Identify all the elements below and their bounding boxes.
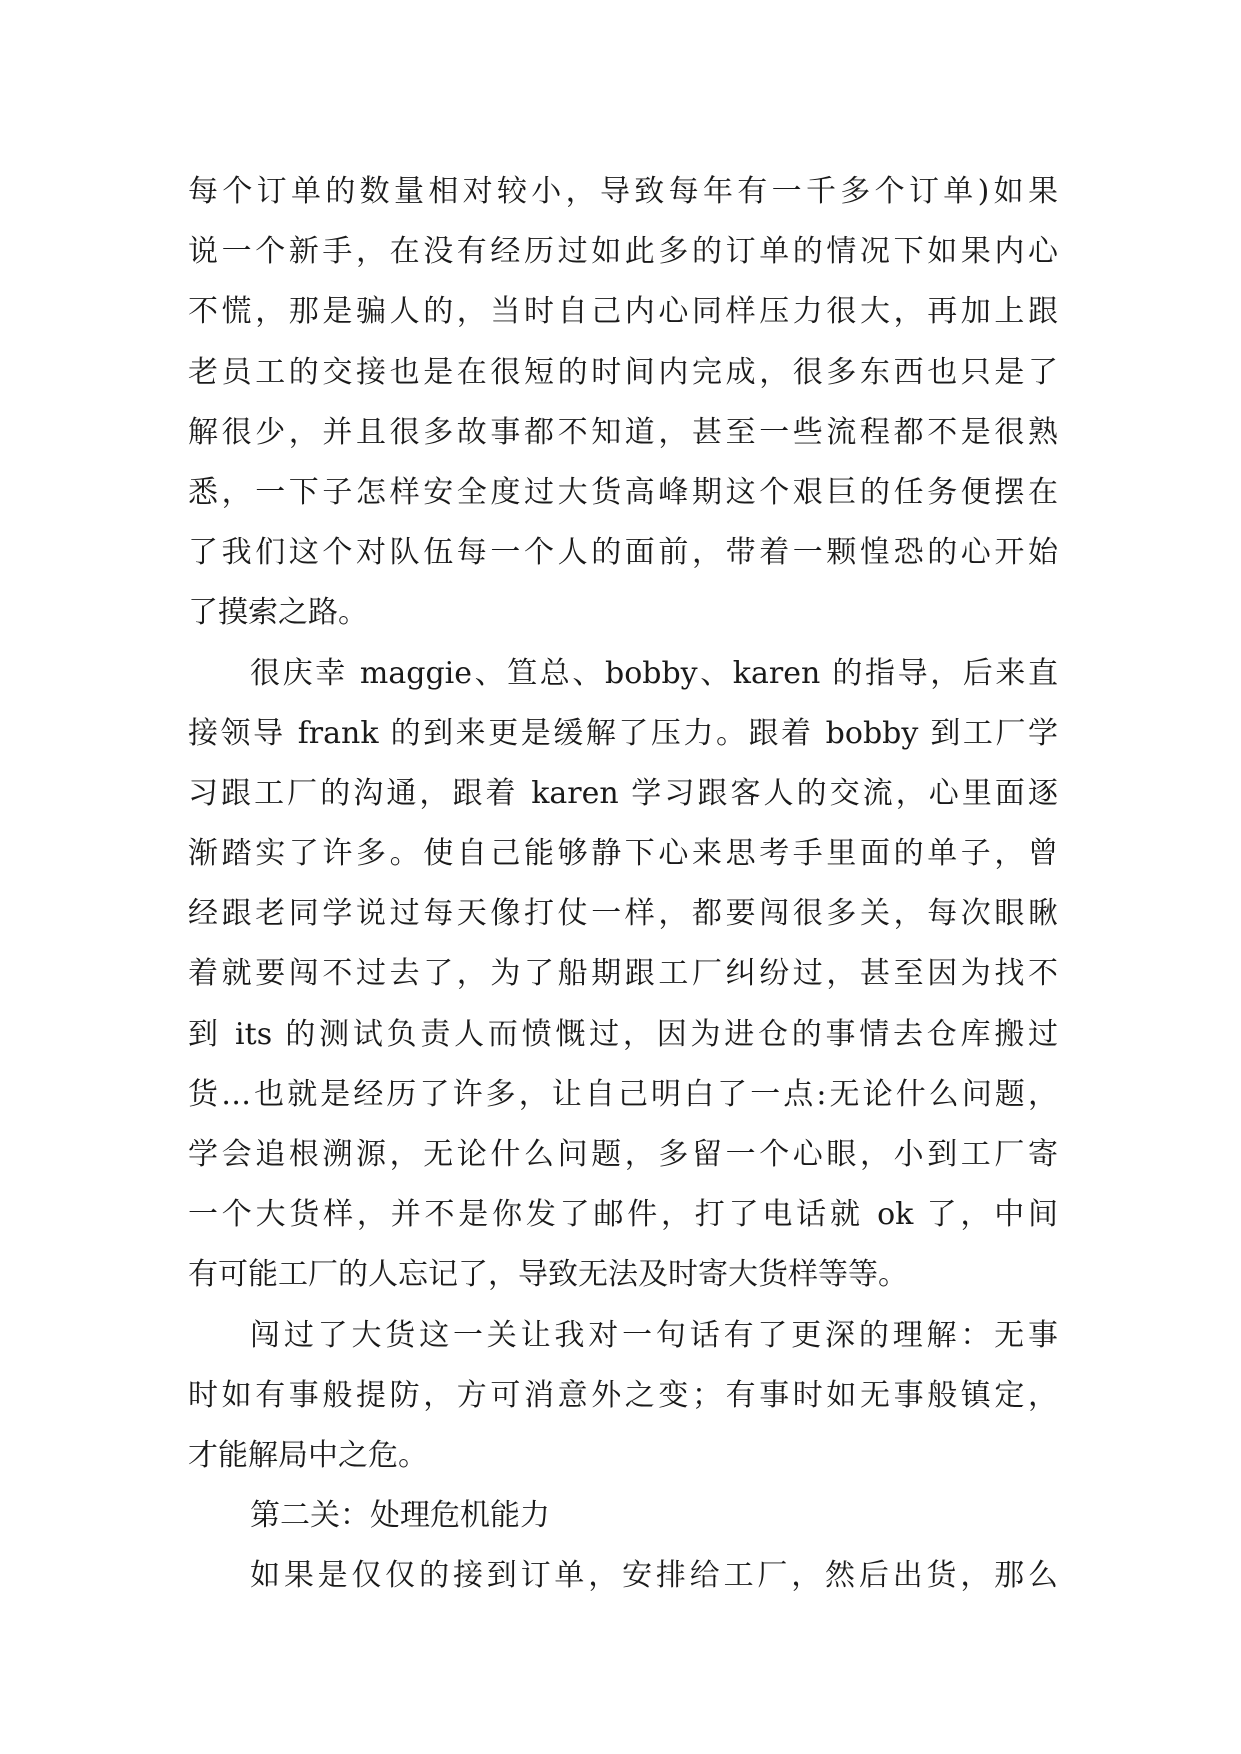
- text-line: 闯过了大货这一关让我对一句话有了更深的理解：无事: [250, 1317, 1058, 1353]
- text-line: 说一个新手，在没有经历过如此多的订单的情况下如果内心: [188, 234, 1058, 270]
- text-line: 了我们这个对队伍每一个人的面前，带着一颗惶恐的心开始: [188, 535, 1058, 571]
- text-line: 很庆幸 maggie、笪总、bobby、karen 的指导，后来直: [250, 655, 1058, 691]
- text-line: 每个订单的数量相对较小，导致每年有一千多个订单)如果: [188, 174, 1058, 209]
- text-line: 如果是仅仅的接到订单，安排给工厂，然后出货，那么: [250, 1558, 1058, 1594]
- text-line: 才能解局中之危。: [188, 1437, 428, 1473]
- text-line: 经跟老同学说过每天像打仗一样，都要闯很多关，每次眼瞅: [188, 896, 1058, 932]
- text-line: 第二关：处理危机能力: [250, 1498, 550, 1534]
- text-line: 不慌，那是骗人的，当时自己内心同样压力很大，再加上跟: [188, 294, 1058, 330]
- text-line: 学会追根溯源，无论什么问题，多留一个心眼，小到工厂寄: [188, 1137, 1058, 1172]
- document-body: [188, 162, 1058, 1607]
- text-line: 老员工的交接也是在很短的时间内完成，很多东西也只是了: [188, 354, 1058, 390]
- text-line: 解很少，并且很多故事都不知道，甚至一些流程都不是很熟: [188, 414, 1058, 450]
- text-line: 货…也就是经历了许多，让自己明白了一点:无论什么问题，: [188, 1076, 1058, 1112]
- text-line: 悉，一下子怎样安全度过大货高峰期这个艰巨的任务便摆在: [188, 474, 1058, 510]
- text-line: 接领导 frank 的到来更是缓解了压力。跟着 bobby 到工厂学: [188, 715, 1058, 751]
- text-line: 渐踏实了许多。使自己能够静下心来思考手里面的单子，曾: [188, 836, 1058, 872]
- text-line: 到 its 的测试负责人而愤慨过，因为进仓的事情去仓库搬过: [188, 1016, 1058, 1052]
- text-line: 习跟工厂的沟通，跟着 karen 学习跟客人的交流，心里面逐: [188, 775, 1058, 811]
- text-line: 了摸索之路。: [188, 595, 368, 631]
- text-line: 一个大货样，并不是你发了邮件，打了电话就 ok 了，中间: [188, 1197, 1058, 1233]
- text-line: 着就要闯不过去了，为了船期跟工厂纠纷过，甚至因为找不: [188, 956, 1058, 992]
- text-line: 有可能工厂的人忘记了，导致无法及时寄大货样等等。: [188, 1257, 908, 1293]
- text-line: 时如有事般提防，方可消意外之变；有事时如无事般镇定，: [188, 1377, 1058, 1413]
